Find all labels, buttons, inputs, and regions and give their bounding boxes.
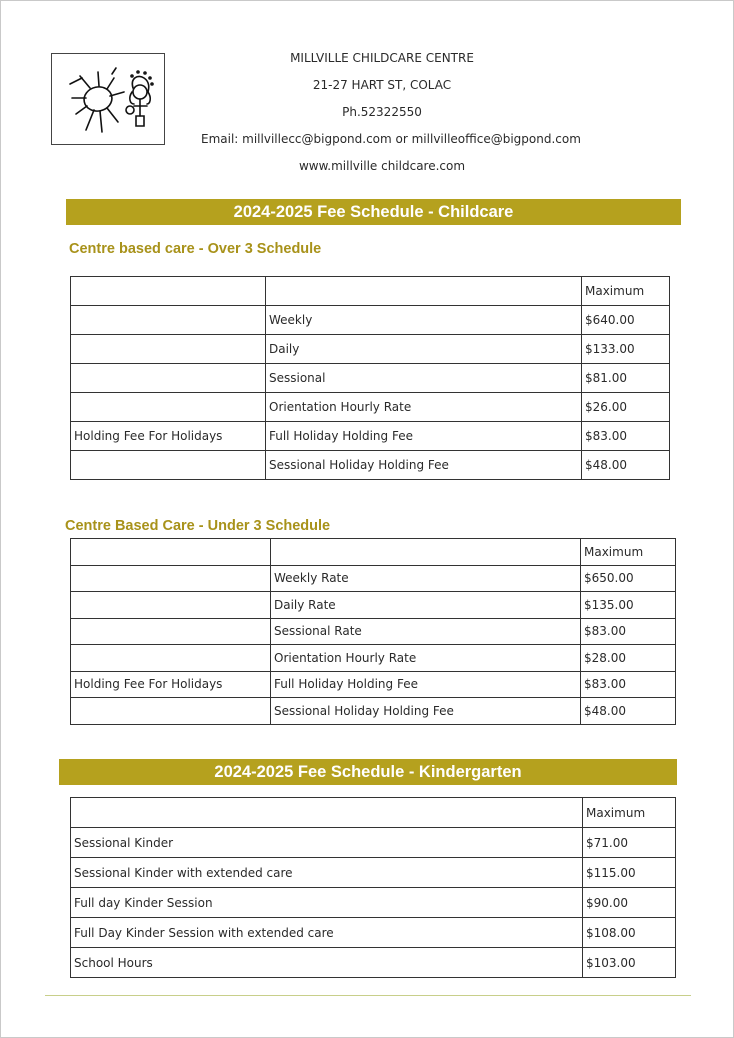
table-header-row: [71, 539, 676, 566]
fee-name: Orientation Hourly Rate: [266, 393, 582, 422]
column-header-maximum: Maximum: [582, 277, 670, 306]
fee-category: [71, 592, 271, 619]
table-cell: [71, 277, 266, 306]
fee-amount: $135.00: [581, 592, 676, 619]
fee-category: [71, 645, 271, 672]
fee-name: Sessional Kinder with extended care: [71, 858, 583, 888]
fee-category: [71, 565, 271, 592]
fee-name: Full Holiday Holding Fee: [266, 422, 582, 451]
table-row: [71, 645, 676, 672]
fee-name: Weekly: [266, 306, 582, 335]
centre-phone: Ph.52322550: [342, 105, 422, 119]
table-cell: [71, 798, 583, 828]
fee-amount: $650.00: [581, 565, 676, 592]
centre-email: Email: millvillecc@bigpond.com or millvilleoffice@bigpond.com: [201, 132, 581, 146]
fee-category: [71, 451, 266, 480]
fee-amount: $48.00: [581, 698, 676, 725]
fee-name: Sessional Rate: [271, 618, 581, 645]
fee-amount: $83.00: [581, 671, 676, 698]
fee-name: Daily: [266, 335, 582, 364]
over-3-schedule-heading: Centre based care - Over 3 Schedule: [69, 241, 322, 257]
table-row: [71, 888, 676, 918]
fee-category: [71, 393, 266, 422]
table-row: [71, 618, 676, 645]
table-header-row: [71, 277, 670, 306]
fee-name: Sessional: [266, 364, 582, 393]
fee-amount: $83.00: [582, 422, 670, 451]
fee-name: Weekly Rate: [271, 565, 581, 592]
fee-category: [71, 618, 271, 645]
fee-amount: $71.00: [583, 828, 676, 858]
fee-amount: $133.00: [582, 335, 670, 364]
fee-category: Holding Fee For Holidays: [71, 422, 266, 451]
childcare-fee-banner: 2024-2025 Fee Schedule - Childcare: [66, 199, 681, 225]
centre-name: MILLVILLE CHILDCARE CENTRE: [290, 51, 474, 65]
table-row: [71, 698, 676, 725]
fee-name: Full day Kinder Session: [71, 888, 583, 918]
fee-name: Daily Rate: [271, 592, 581, 619]
kindergarten-fee-banner: 2024-2025 Fee Schedule - Kindergarten: [59, 759, 677, 785]
table-cell: [266, 277, 582, 306]
table-row: [71, 918, 676, 948]
fee-category: [71, 698, 271, 725]
centre-contact-header: [201, 49, 581, 184]
table-row: [71, 948, 676, 978]
table-row: [71, 335, 670, 364]
fee-amount: $640.00: [582, 306, 670, 335]
table-row: [71, 422, 670, 451]
fee-category: [71, 306, 266, 335]
footer-divider: [45, 995, 691, 996]
fee-amount: $115.00: [583, 858, 676, 888]
table-row: [71, 364, 670, 393]
table-row: [71, 451, 670, 480]
fee-name: Orientation Hourly Rate: [271, 645, 581, 672]
fee-name: School Hours: [71, 948, 583, 978]
over-3-fee-table: [70, 276, 670, 480]
table-header-row: [71, 798, 676, 828]
fee-category: [71, 364, 266, 393]
table-row: [71, 393, 670, 422]
fee-name: Full Day Kinder Session with extended care: [71, 918, 583, 948]
table-row: [71, 671, 676, 698]
column-header-maximum: Maximum: [581, 539, 676, 566]
fee-amount: $90.00: [583, 888, 676, 918]
kindergarten-fee-table: [70, 797, 676, 978]
fee-name: Sessional Kinder: [71, 828, 583, 858]
fee-amount: $81.00: [582, 364, 670, 393]
table-cell: [271, 539, 581, 566]
fee-amount: $83.00: [581, 618, 676, 645]
fee-amount: $28.00: [581, 645, 676, 672]
fee-name: Sessional Holiday Holding Fee: [271, 698, 581, 725]
fee-category: [71, 335, 266, 364]
under-3-fee-table: [70, 538, 676, 725]
fee-name: Sessional Holiday Holding Fee: [266, 451, 582, 480]
table-row: [71, 306, 670, 335]
fee-amount: $108.00: [583, 918, 676, 948]
table-row: [71, 565, 676, 592]
fee-name: Full Holiday Holding Fee: [271, 671, 581, 698]
fee-amount: $26.00: [582, 393, 670, 422]
centre-address: 21-27 HART ST, COLAC: [312, 78, 452, 92]
under-3-schedule-heading: Centre Based Care - Under 3 Schedule: [65, 518, 331, 534]
centre-website: www.millville childcare.com: [298, 159, 466, 173]
table-row: [71, 592, 676, 619]
fee-category: Holding Fee For Holidays: [71, 671, 271, 698]
column-header-maximum: Maximum: [583, 798, 676, 828]
fee-amount: $48.00: [582, 451, 670, 480]
table-cell: [71, 539, 271, 566]
table-row: [71, 858, 676, 888]
child-drawing-sun-figure-icon: [52, 54, 164, 144]
table-row: [71, 828, 676, 858]
fee-amount: $103.00: [583, 948, 676, 978]
centre-logo: [51, 53, 165, 145]
